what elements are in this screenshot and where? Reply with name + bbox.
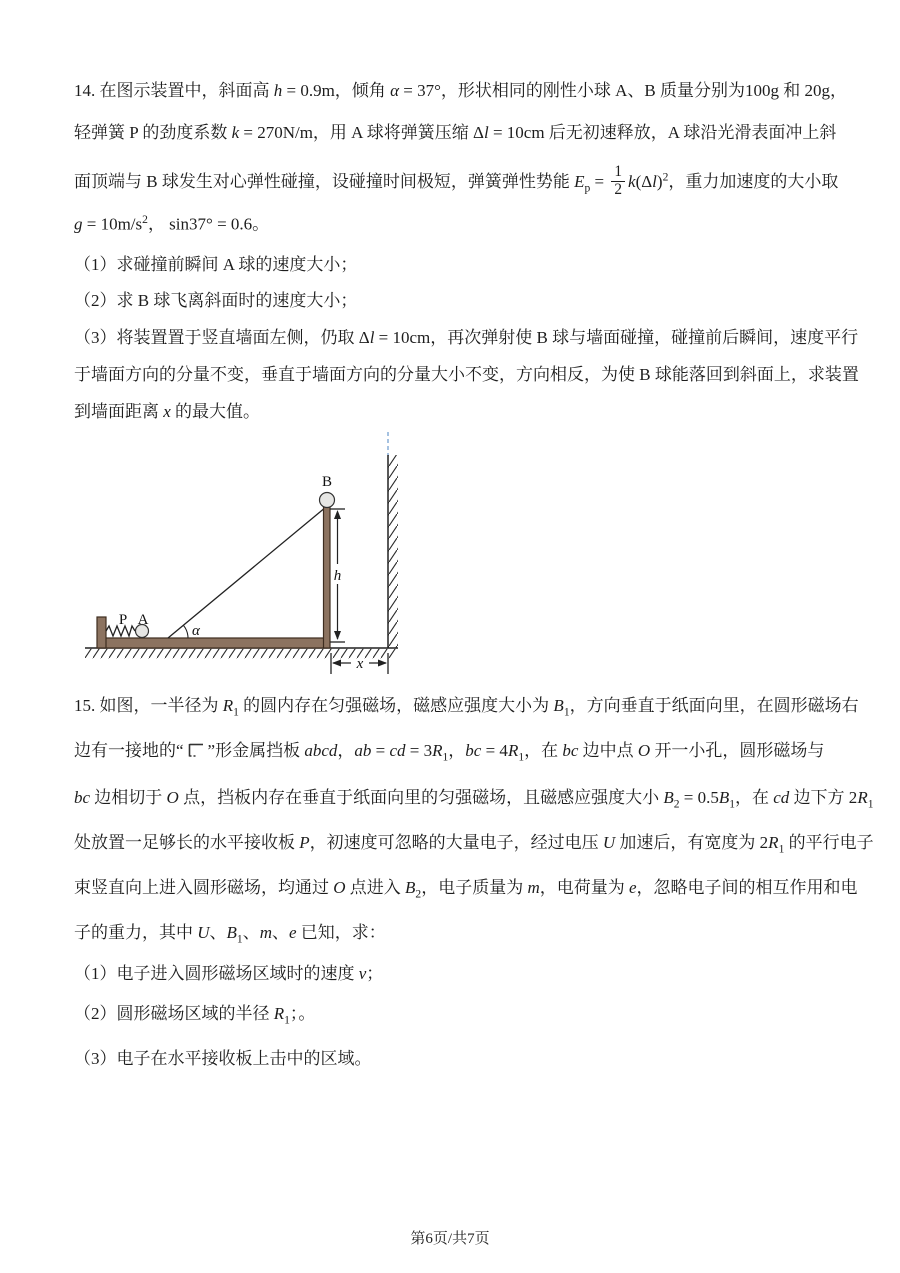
incline-line	[168, 507, 326, 638]
pole	[324, 507, 331, 648]
p14-line-2: 轻弹簧 P 的劲度系数 k = 270N/m，用 A 球将弹簧压缩 Δl = 10cm 后无初速释放，A 球沿光滑表面冲上斜	[74, 123, 837, 142]
p15-line-6: 子的重力，其中 U、$B_1$、m、e 已知，求：	[74, 923, 386, 946]
p14-question-3-line-1: （3）将装置置于竖直墙面左侧，仍取 Δl = 10cm，再次弹射使 B 球与墙面碰撞，碰撞前后瞬间，速度平行	[74, 328, 859, 347]
page-footer: 第6页/共7页	[410, 1231, 490, 1247]
fraction: $\frac{1}{2}$	[611, 164, 625, 198]
distance-arrow-left-head	[332, 660, 341, 667]
p14-question-1: （1）求碰撞前瞬间 A 球的速度大小；	[74, 255, 358, 274]
p14-question-3-line-3: 到墙面距离 x 的最大值。	[74, 402, 261, 421]
launcher-post	[97, 617, 106, 648]
baffle-shape-icon	[186, 742, 206, 759]
p15-question-1: （1）电子进入圆形磁场区域时的速度 v；	[74, 964, 384, 983]
ball-b	[320, 493, 335, 508]
p14-question-3-line-2: 于墙面方向的分量不变，垂直于墙面方向的分量大小不变，方向相反，为使 B 球能落回到斜面上，求装置	[74, 365, 859, 384]
p15-question-3: （3）电子在水平接收板上击中的区域。	[74, 1049, 372, 1068]
p15-line-2	[74, 740, 824, 768]
label-a: A	[137, 612, 149, 628]
label-p: P	[118, 612, 128, 628]
label-b: B	[321, 474, 333, 490]
track	[98, 638, 327, 648]
label-alpha: α	[192, 623, 200, 639]
distance-arrow-right-head	[378, 660, 387, 667]
p15-line-3: bc 边相切于 O 点，挡板内存在垂直于纸面向里的匀强磁场，且磁感应强度大小 $B_2 = 0.5B_1$，在 cd 边下方 $2R_1$	[74, 788, 874, 811]
ground-hatch	[85, 649, 396, 659]
height-arrow-up-head	[334, 510, 341, 519]
p15-question-2: （2）圆形磁场区域的半径 $R_1$；。	[74, 1004, 316, 1027]
label-h: h	[333, 568, 342, 584]
p15-line-1: 15. 如图，一半径为 $R_1$ 的圆内存在匀强磁场，磁感应强度大小为 $B_1$，方向垂直于纸面向里，在圆形磁场右	[74, 696, 859, 719]
p15-line-4: 处放置一足够长的水平接收板 P，初速度可忽略的大量电子，经过电压 U 加速后，有宽度为 $2R_1$ 的平行电子	[74, 833, 874, 856]
p14-question-2: （2）求 B 球飞离斜面时的速度大小；	[74, 291, 358, 310]
p15-line-2-suffix: ”形金属挡板 abcd，ab = cd = $3R_1$，bc = $4R_1$，在 bc 边中点 O 开一小孔，圆形磁场与	[207, 741, 825, 764]
p15-line-2-prefix: 边有一接地的“	[74, 741, 184, 760]
p15-line-5: 束竖直向上进入圆形磁场，均通过 O 点进入 $B_2$，电子质量为 m，电荷量为 e，忽略电子间的相互作用和电	[74, 878, 858, 901]
height-arrow-down-head	[334, 631, 341, 640]
label-x: x	[356, 656, 364, 672]
p14-line-3-formula: 面顶端与 B 球发生对心弹性碰撞，设碰撞时间极短，弹簧弹性势能 $E_p$ = $\frac{1}{2}$ $k(\Delta l)^2$，重力加速度的大小取	[74, 163, 839, 198]
wall-hatch	[389, 455, 399, 648]
p14-line-1: 14. 在图示装置中，斜面高 h = 0.9m，倾角 α = 37°，形状相同的刚性小球 A、B 质量分别为100g 和 20g，	[74, 81, 848, 100]
problem14-diagram	[85, 430, 415, 678]
p14-line-4: $g = 10m/s^2$， sin37° = 0.6。	[74, 213, 270, 234]
angle-arc	[183, 625, 188, 638]
